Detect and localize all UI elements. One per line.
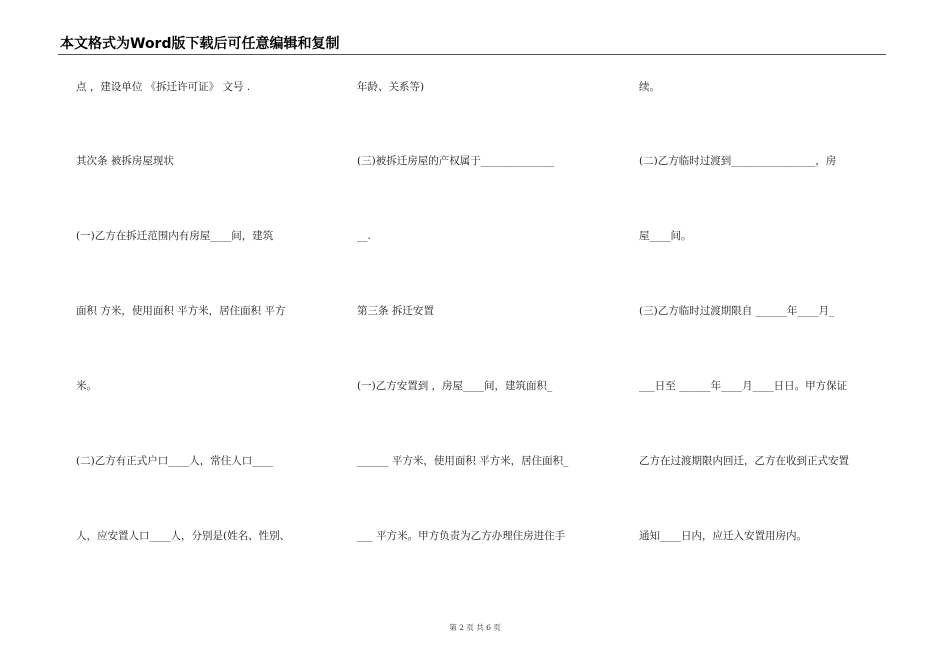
text-line: (二)乙方有正式户口____人，常住人口____ [76,455,274,467]
text-column-2 [357,0,607,620]
text-line: 屋____间。 [639,230,692,242]
text-line: (一)乙方在拆迁范围内有房屋____间，建筑 [76,230,274,242]
text-line: 人，应安置人口____人，分别是(姓名、性别、 [76,530,291,542]
text-line: 其次条 被拆房屋现状 [76,155,174,167]
text-line: 续。 [639,81,660,93]
text-line: 点 ，建设单位 《拆迁许可证》 文号 . [76,81,251,93]
text-line: ___ 平方米。甲方负责为乙方办理住房进住手 [357,530,566,542]
text-line: ___日至 ______年____月____日日。甲方保证 [639,380,848,392]
text-line: 米。 [76,380,97,392]
text-line: (三)被拆迁房屋的产权属于______________ [357,155,555,167]
text-column-1 [76,0,326,620]
text-line: __. [357,230,371,242]
text-line: 通知____日内，应迁入安置用房内。 [639,530,807,542]
text-line: (三)乙方临时过渡期限自 ______年____月_ [639,305,835,317]
text-column-3 [639,0,889,620]
text-line: 年龄、关系等) [357,81,425,93]
text-line: (二)乙方临时过渡到________________，房 [639,155,837,167]
page-number-footer: 第 2 页 共 6 页 [449,623,501,632]
text-line: (一)乙方安置到 ，房屋____间，建筑面积_ [357,380,553,392]
document-header-title: 本文格式为Word版下载后可任意编辑和复制 [60,36,340,52]
text-line: 第三条 拆迁安置 [357,305,434,317]
text-line: 乙方在过渡期限内回迁，乙方在收到正式安置 [639,455,849,467]
text-line: ______ 平方米，使用面积 平方米，居住面积_ [357,455,569,467]
text-line: 面积 方米，使用面积 平方米，居住面积 平方 [76,305,286,317]
